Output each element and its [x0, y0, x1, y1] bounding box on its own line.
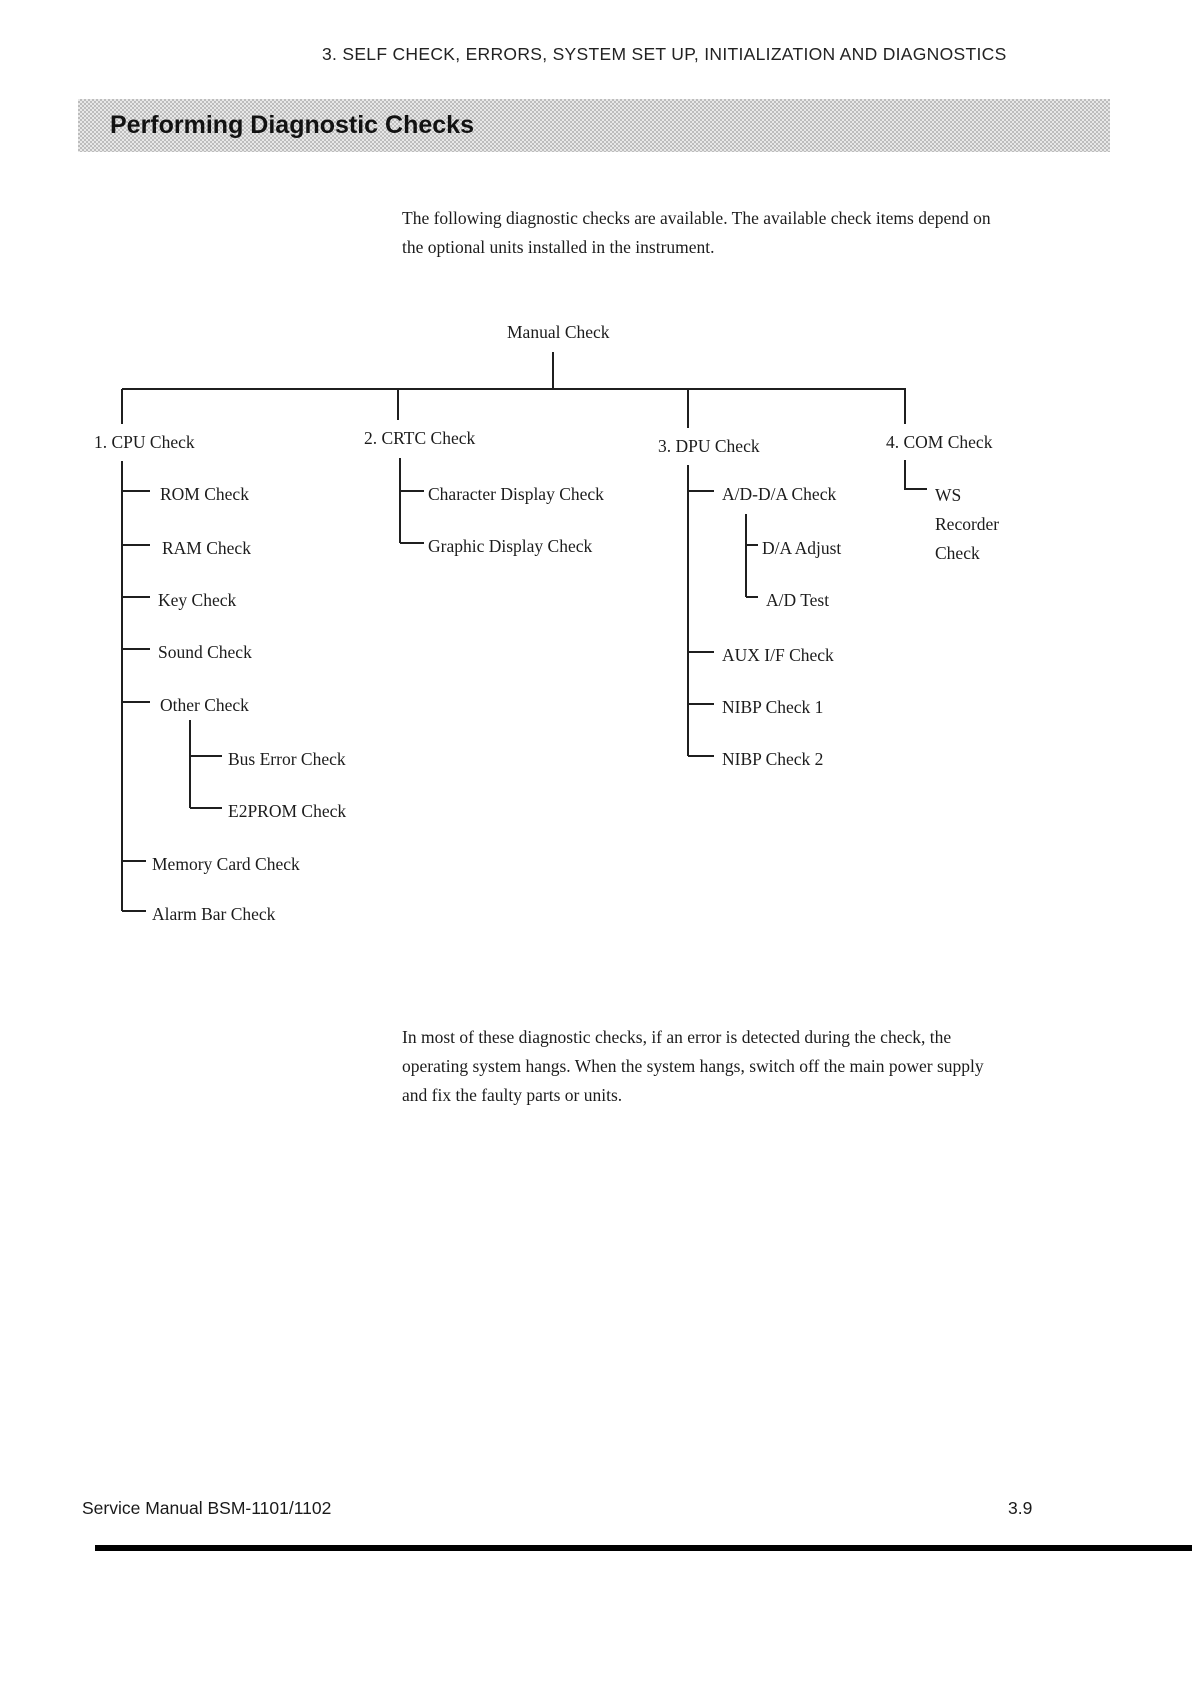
- footer-manual-name: Service Manual BSM-1101/1102: [82, 1498, 332, 1518]
- tree-node-ram-check: RAM Check: [162, 538, 251, 558]
- tree-node-ad-test: A/D Test: [766, 590, 830, 610]
- tree-node-nibp-check-1: NIBP Check 1: [722, 697, 824, 717]
- tree-node-e2prom-check: E2PROM Check: [228, 801, 347, 821]
- tree-node-dpu-check: 3. DPU Check: [658, 436, 760, 456]
- tree-node-aux-if-check: AUX I/F Check: [722, 645, 834, 665]
- footer-page-number: 3.9: [1008, 1498, 1033, 1518]
- note-line-2: operating system hangs. When the system hangs, switch off the main power supply: [402, 1056, 984, 1076]
- intro-line-2: the optional units installed in the instrument.: [402, 237, 715, 257]
- tree-node-crtc-check: 2. CRTC Check: [364, 428, 476, 448]
- chapter-header: 3. SELF CHECK, ERRORS, SYSTEM SET UP, INITIALIZATION AND DIAGNOSTICS: [322, 44, 1007, 64]
- tree-node-da-adjust: D/A Adjust: [762, 538, 842, 558]
- section-banner: [78, 99, 1110, 152]
- tree-node-com-check: 4. COM Check: [886, 432, 993, 452]
- ws-recorder-check-line-3: Check: [935, 543, 980, 563]
- tree-node-memory-card-check: Memory Card Check: [152, 854, 300, 874]
- tree-node-character-display-check: Character Display Check: [428, 484, 604, 504]
- tree-node-alarm-bar-check: Alarm Bar Check: [152, 904, 276, 924]
- note-line-1: In most of these diagnostic checks, if an error is detected during the check, the: [402, 1027, 952, 1047]
- note-paragraph: [402, 1023, 984, 1110]
- section-title: Performing Diagnostic Checks: [110, 111, 474, 139]
- note-line-3: and fix the faulty parts or units.: [402, 1085, 623, 1105]
- tree-node-ad-da-check: A/D-D/A Check: [722, 484, 837, 504]
- tree-node-key-check: Key Check: [158, 590, 237, 610]
- tree-node-nibp-check-2: NIBP Check 2: [722, 749, 824, 769]
- intro-paragraph: [402, 204, 991, 262]
- tree-node-other-check: Other Check: [160, 695, 249, 715]
- tree-node-bus-error-check: Bus Error Check: [228, 749, 346, 769]
- tree-node-ws-recorder-check: [935, 481, 999, 568]
- ws-recorder-check-line-2: Recorder: [935, 514, 1000, 534]
- intro-line-1: The following diagnostic checks are available. The available check items depend on: [402, 208, 991, 228]
- bottom-rule: [95, 1545, 1192, 1551]
- tree-node-graphic-display-check: Graphic Display Check: [428, 536, 593, 556]
- tree-node-cpu-check: 1. CPU Check: [94, 432, 195, 452]
- ws-recorder-check-line-1: WS: [935, 485, 962, 505]
- tree-node-sound-check: Sound Check: [158, 642, 252, 662]
- tree-node-rom-check: ROM Check: [160, 484, 249, 504]
- tree-node-manual-check: Manual Check: [507, 322, 610, 342]
